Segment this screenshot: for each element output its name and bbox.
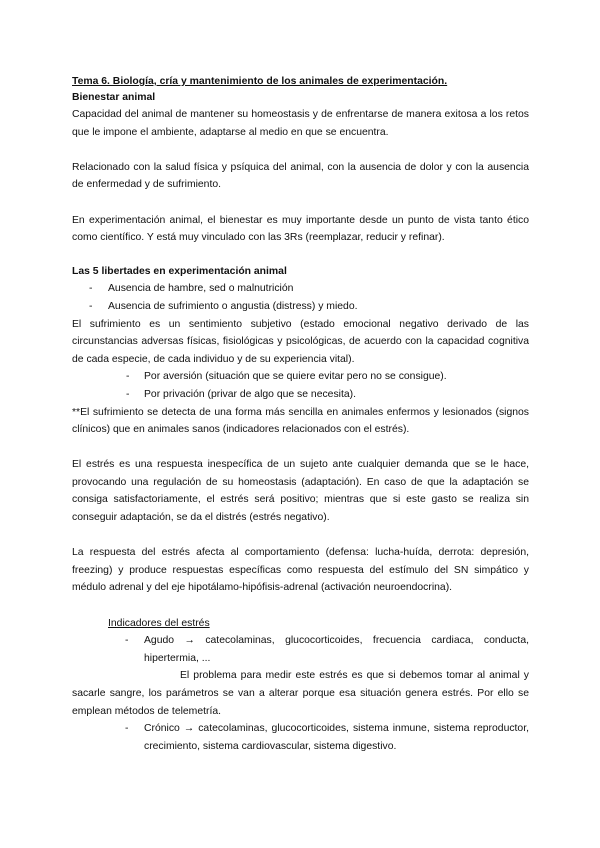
paragraph-salud: Relacionado con la salud física y psíquica del animal, con la ausencia de dolor y con la ausencia de enfermedad y de sufrimiento. xyxy=(72,161,529,191)
libertades-list xyxy=(72,280,529,315)
section-heading-libertades: Las 5 libertades en experimentación animal xyxy=(72,266,287,278)
list-item: - Ausencia de hambre, sed o malnutrición xyxy=(72,280,529,298)
sufrimiento-types-list xyxy=(72,368,529,403)
paragraph-telemetria: El problema para medir este estrés es que si debemos tomar al animal y sacarle sangre, los parámetros se van a alterar porque esa situación genera estrés. Por ello se emplean métodos de telemetría. xyxy=(72,670,529,717)
paragraph-respuesta-estres: La respuesta del estrés afecta al comportamiento (defensa: lucha-huída, derrota: depresión, freezing) y produce respuestas específicas como respuesta del estímulo del SN simpático y médulo adrenal y del eje hipotálamo-hipófisis-adrenal (activación neuroendocrina). xyxy=(72,547,529,594)
note-sufrimiento: **El sufrimiento se detecta de una forma más sencilla en animales enfermos y lesionados (signos clínicos) que en animales sanos (indicadores relacionados con el estrés). xyxy=(72,406,529,436)
list-item-agudo: - Agudo → catecolaminas, glucocorticoides, frecuencia cardiaca, conducta, hipertermia, ... xyxy=(72,632,529,667)
list-item: - Ausencia de sufrimiento o angustia (distress) y miedo. xyxy=(72,298,529,316)
paragraph-3rs: En experimentación animal, el bienestar es muy importante desde un punto de vista tanto ético como científico. Y está muy vinculado con las 3Rs (reemplazar, reducir y refinar). xyxy=(72,214,529,244)
indicadores-list-acute xyxy=(72,632,529,667)
indicadores-heading: Indicadores del estrés xyxy=(108,617,210,629)
paragraph-sufrimiento: El sufrimiento es un sentimiento subjetivo (estado emocional negativo derivado de las circunstancias adversas físicas, fisiológicas y psicológicas, de acuerdo con la capacidad cognitiva de cada especie, de cada individuo y de su experiencia vital). xyxy=(72,318,529,365)
section-heading-bienestar: Bienestar animal xyxy=(72,92,156,103)
document-title: Tema 6. Biología, cría y mantenimiento de los animales de experimentación. xyxy=(72,76,448,87)
list-item: - Por privación (privar de algo que se necesita). xyxy=(72,386,529,404)
indicadores-list-chronic xyxy=(72,720,529,755)
list-item: - Por aversión (situación que se quiere evitar pero no se consigue). xyxy=(72,368,529,386)
paragraph-estres: El estrés es una respuesta inespecífica de un sujeto ante cualquier demanda que se le hace, provocando una regulación de su homeostasis (adaptación). En caso de que la adaptación se consiga satisfactoriamente, el estrés será positivo; mientras que si este gasto se realiza sin conseguir adaptación, se da el distrés (estrés negativo). xyxy=(72,459,529,524)
list-item-cronico: - Crónico → catecolaminas, glucocorticoides, sistema inmune, sistema reproductor, crecimiento, sistema cardiovascular, sistema digestivo. xyxy=(72,720,529,755)
paragraph-definicion: Capacidad del animal de mantener su homeostasis y de enfrentarse de manera exitosa a los retos que le impone el ambiente, adaptarse al medio en que se encuentra. xyxy=(72,109,529,138)
text-column xyxy=(72,74,529,755)
